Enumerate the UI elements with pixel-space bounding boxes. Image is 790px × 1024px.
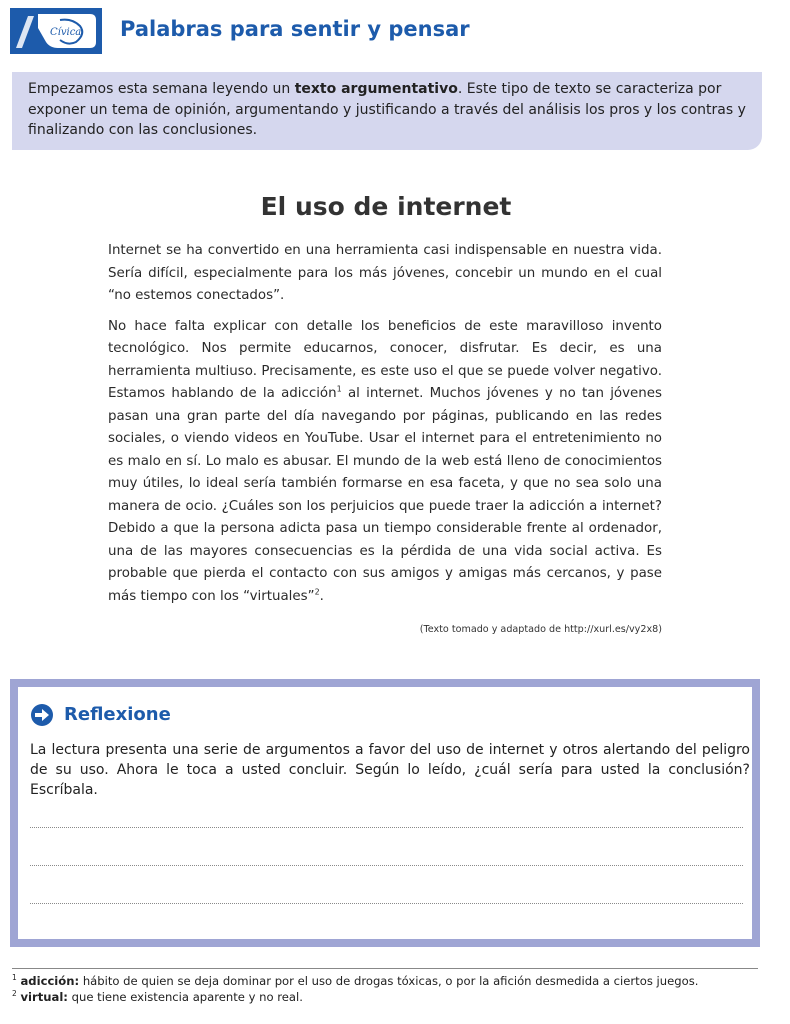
footnote-1 bbox=[12, 974, 758, 990]
article-paragraph-1: Internet se ha convertido en una herramienta casi indispensable en nuestra vida. Sería difícil, especialmente para los más jóvenes, concebir un mundo en el cual “no estemos conectados”. bbox=[108, 243, 662, 303]
logo-graphic bbox=[10, 8, 102, 54]
article-title: El uso de internet bbox=[260, 192, 512, 221]
footnotes bbox=[12, 968, 758, 1005]
footnote-2-definition: que tiene existencia aparente y no real. bbox=[67, 989, 303, 1004]
logo bbox=[10, 8, 102, 54]
footnote-ref-2: 2 bbox=[314, 587, 320, 597]
reflexione-frame bbox=[10, 679, 760, 947]
reflexione-panel bbox=[18, 687, 752, 939]
footnote-ref-1: 1 bbox=[336, 384, 342, 394]
article-paragraph-2-part-b: al internet. Muchos jóvenes y no tan jóvenes pasan una gran parte del día navegando por páginas, publicando en las redes sociales, o viendo videos en YouTube. Usar el internet para el entretenimiento no es malo en sí. Lo malo es abusar. El mundo de la web está lleno de conocimientos muy útiles, lo ideal sería también formarse en esa faceta, y que no sea solo una manera de ocio. ¿Cuáles son los perjuicios que puede traer la adicción a internet? Debido a que la persona adicta pasa un tiempo considerable frente al ordenador, una de las mayores consecuencias es la pérdida de una vida social activa. Es probable que pierda el contacto con sus amigos y amigas más cercanos, y pase más tiempo con los “virtuales” bbox=[108, 386, 662, 604]
article-paragraph-2-part-c: . bbox=[319, 588, 324, 604]
logo-text: Cívica bbox=[50, 27, 82, 38]
footnote-2-number: 2 bbox=[12, 988, 17, 998]
page-header bbox=[0, 0, 790, 60]
article-body bbox=[108, 240, 662, 608]
reflexione-title: Reflexione bbox=[64, 704, 171, 725]
article-paragraph-2 bbox=[108, 316, 662, 609]
answer-line-3[interactable] bbox=[30, 903, 743, 904]
footnote-2-term: virtual: bbox=[20, 989, 68, 1004]
section-title: Palabras para sentir y pensar bbox=[120, 17, 470, 41]
footnote-2 bbox=[12, 990, 758, 1006]
intro-text-bold: texto argumentativo bbox=[294, 81, 458, 97]
answer-line-1[interactable] bbox=[30, 827, 743, 828]
reflexione-prompt: La lectura presenta una serie de argumentos a favor del uso de internet y otros alertando del peligro de su uso. Ahora le toca a usted concluir. Según lo leído, ¿cuál sería para usted la conclusión? Escríbala. bbox=[30, 742, 750, 798]
arrow-right-circle-icon bbox=[30, 703, 54, 727]
footnote-1-definition: hábito de quien se deja dominar por el uso de drogas tóxicas, o por la afición desmedida a ciertos juegos. bbox=[79, 974, 699, 988]
intro-text-start: Empezamos esta semana leyendo un bbox=[28, 81, 295, 97]
footnote-1-number: 1 bbox=[12, 973, 17, 983]
intro-text-end: . Este tipo de texto se caracteriza por exponer un tema de opinión, argumentando y justificando a través del análisis los pros y los contras y finalizando con las conclusiones. bbox=[28, 81, 746, 138]
intro-box bbox=[12, 72, 762, 150]
answer-line-2[interactable] bbox=[30, 865, 743, 866]
article-source: (Texto tomado y adaptado de http://xurl.es/vy2x8) bbox=[419, 624, 662, 635]
article-paragraph-2-part-a: No hace falta explicar con detalle los beneficios de este maravilloso invento tecnológico. Nos permite educarnos, conocer, disfrutar. Es decir, es una herramienta multiuso. Precisamente, es este uso el que se puede volver negativo. Estamos hablando de la adicción bbox=[108, 318, 662, 401]
footnote-1-term: adicción: bbox=[20, 974, 80, 988]
